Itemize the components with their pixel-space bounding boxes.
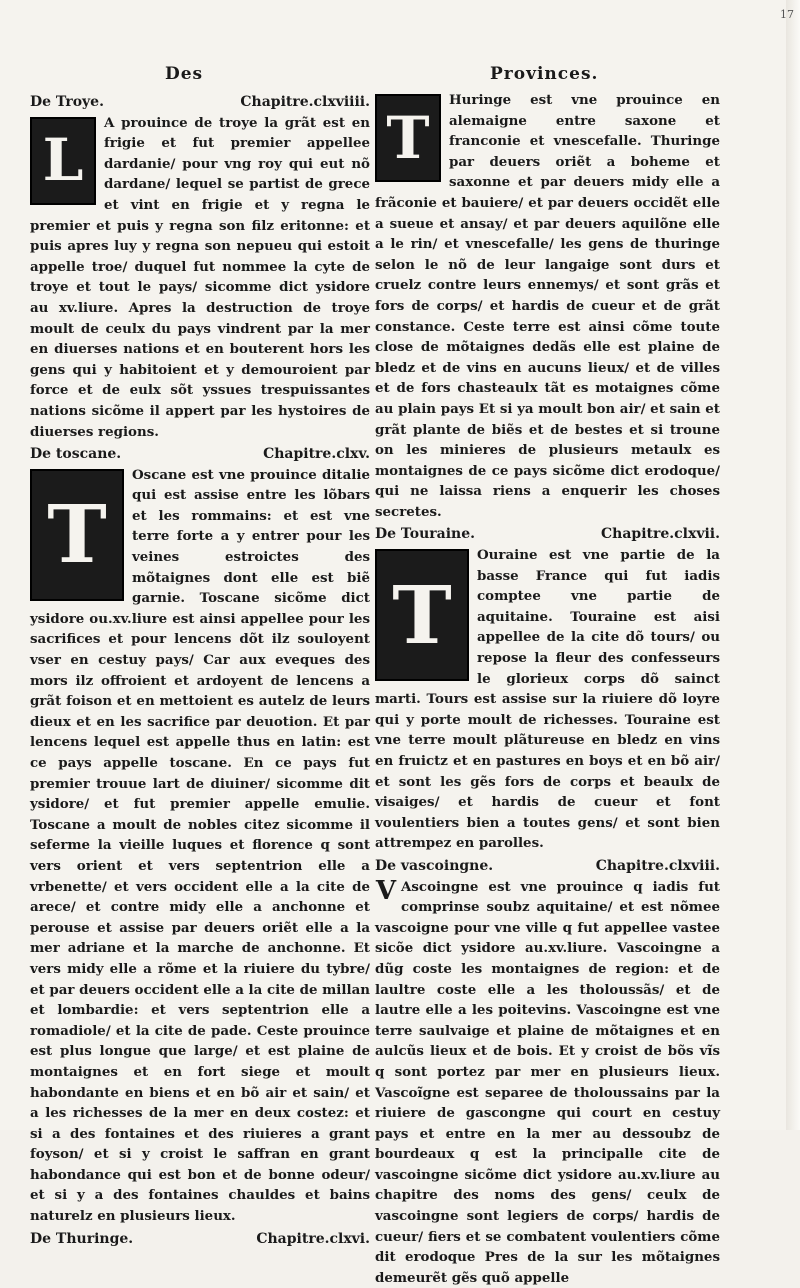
decorated-initial-t: T — [30, 469, 124, 601]
section-title-vascoingne: De vascoingne. — [375, 857, 494, 874]
toscane-text: Oscane est vne prouince ditalie qui est assise entre les lõbars et les rommains: et est vne terre forte a y entrer pour les veines estroictes des mõtaignes dont elle est biẽ garnie. Toscane sicõme dict ysidore ou.xv.liure est ainsi appellee pour les sacrifices et pour lencens dõt ilz souloyent vser en cestuy pays/ Car aux eveques des mors ilz offroient et ardoyent de lencens a grãt foison et en mettoient es autelz de leurs dieux et en les sacrifice par deuotion. Et par lencens lequel est appelle thus en latin: est ce pays appelle toscane. En ce pays fut premier trouue lart de diuiner/ sicomme dit ysidore/ et fut premier appelle emulie. Toscane a moult de nobles citez sicomme il seferme la vieille luques et florence q sont vers orient et vers septentrion elle a vrbenette/ et vers occident elle a la cite de arece/ et contre midy elle a anchonne et perouse et assise par deuers oriẽt elle a la mer adriane et la marche de anchonne. Et vers midy elle a rõme et la riuiere du tybre/ et par deuers occident elle a la cite de millan et lombardie: et vers septentrion elle a romadiole/ et la cite de pade. Ceste prouince est plus longue que large/ et est plaine de montaignes et en fort siege et moult habondante en biens et en bõ air et sain/ et a les richesses de la mer en deux costez: et si a des fontaines et des riuieres a grant foyson/ et si y croist le saffran en grant habondance qui est bon et de bonne odeur/ et si y a des fontaines chauldes et bains naturelz en plusieurs lieux. — [30, 466, 370, 1225]
initial-v: V — [375, 876, 397, 907]
section-troye — [30, 113, 370, 443]
vascoingne-text: Ascoingne est vne prouince q iadis fut comprinse soubz aquitaine/ et est nõmee vascoigne pour vne ville q fut appellee vastee sicõe dict ysidore au.xv.liure. Vascoingne a dũg coste les montaignes de region: et de laultre coste elle a les tholoussãs/ et de lautre elle a les poitevins. Vascoingne est vne terre saulvaige et plaine de mõtaignes et en aulcũs lieux et de bois. Et y croist de bõs vĩs q sont portez par mer en plusieurs lieux. Vascoĩgne est separee de tholoussains par la riuiere de gascongne qui court en cestuy pays et entre en la mer au dessoubz de bourdeaux q est la principalle cite de vascoingne sicõme dict ysidore au.xv.liure au chapitre des noms des gens/ ceulx de vascoingne sont legiers de corps/ hardis de cueur/ fiers et se combatent voulentiers cõme dit erodoque Pres de la sur les mõtaignes demeurẽt gẽs quõ appelle — [375, 878, 720, 1286]
section-toscane — [30, 465, 370, 1227]
right-column — [375, 90, 720, 1288]
chapter-number-thuringe: Chapitre.clxvi. — [256, 1230, 370, 1247]
thuringe-text: Huringe est vne prouince en alemaigne entre saxone et franconie et vnescefalle. Thuringe par deuers oriẽt a boheme et saxonne et par deuers midy elle a frãconie et bauiere/ et par deuers occidẽt elle a sueue et ansay/ et par deuers aquilõne elle a le rin/ et vnescefalle/ les gens de thuringe selon le nõ de leur langaige sont durs et cruelz contre leurs ennemys/ et sont grãs et fors de corps/ et hardis de cueur et de grãt constance. Ceste terre est ainsi cõme toute close de mõtaignes dedãs elle est plaine de bledz et de vins en aucuns lieux/ et de villes et de fors chasteaulx tãt es motaignes cõme au plain pays Et si ya moult bon air/ et sain et grãt plante de biẽs et de bestes et si troune on les minieres de plusieurs metaulx es montaignes de ce pays sicõme dict erodoque/ qui ne laissa riens a enquerir les choses secretes. — [375, 92, 720, 520]
chapter-heading-troye — [30, 92, 370, 113]
decorated-initial-l: L — [30, 117, 96, 205]
page-edge — [786, 0, 800, 1130]
chapter-number-vascoingne: Chapitre.clxviii. — [595, 857, 720, 874]
chapter-heading-touraine — [375, 524, 720, 545]
folio-number: 17 — [780, 8, 794, 21]
running-head-left: Des — [165, 64, 204, 84]
decorated-initial-t-thuringe: T — [375, 94, 441, 182]
touraine-text: Ouraine est vne partie de la basse France qui fut iadis comptee vne partie de aquitaine. Touraine est aisi appellee de la cite dõ tours/ ou repose la fleur des confesseurs le glorieux corps dõ sainct marti. Tours est assise sur la riuiere dõ loyre qui y porte moult de richesses. Touraine est vne terre moult plãtureuse en bledz en vins en fruictz et en pastures en boys et en bõ air/ et sont les gẽs fors de corps et beaulx de visaiges/ et hardis de cueur et font voulentiers bien a toutes gens/ et sont bien attrempez en parolles. — [375, 547, 720, 852]
chapter-heading-vascoingne — [375, 856, 720, 877]
chapter-number-touraine: Chapitre.clxvii. — [601, 526, 720, 543]
left-column — [30, 90, 370, 1249]
chapter-heading-toscane — [30, 444, 370, 465]
chapter-number-troye: Chapitre.clxviiii. — [240, 94, 370, 110]
chapter-heading-thuringe — [30, 1229, 370, 1250]
decorated-initial-t-touraine: T — [375, 549, 469, 681]
running-head-right: Provinces. — [490, 64, 599, 84]
section-touraine — [375, 545, 720, 854]
section-title-touraine: De Touraine. — [375, 526, 475, 543]
troye-text: A prouince de troye la grãt est en frigie et fut premier appellee dardanie/ pour vng roy qui eut nõ dardane/ lequel se partist de grece et vint en frigie et y regna le premier et puis y regna son filz eritonne: et puis apres luy y regna son nepueu qui estoit appelle troe/ duquel fut nommee la cyte de troye et tout le pays/ sicomme dict ysidore au xv.liure. Apres la destruction de troye moult de ceulx du pays vindrent par la mer en diuerses nations et en bouterent hors les gens qui y habitoient et y demouroient par force et de eulx sõt yssues trespuissantes nations sicõme il appert par les hystoires de diuerses regions. — [30, 114, 370, 440]
section-title-thuringe: De Thuringe. — [30, 1230, 134, 1247]
section-thuringe — [375, 90, 720, 522]
section-title-troye: De Troye. — [30, 94, 104, 110]
section-vascoingne — [375, 877, 720, 1288]
section-title-toscane: De toscane. — [30, 446, 122, 463]
chapter-number-toscane: Chapitre.clxv. — [263, 446, 370, 463]
